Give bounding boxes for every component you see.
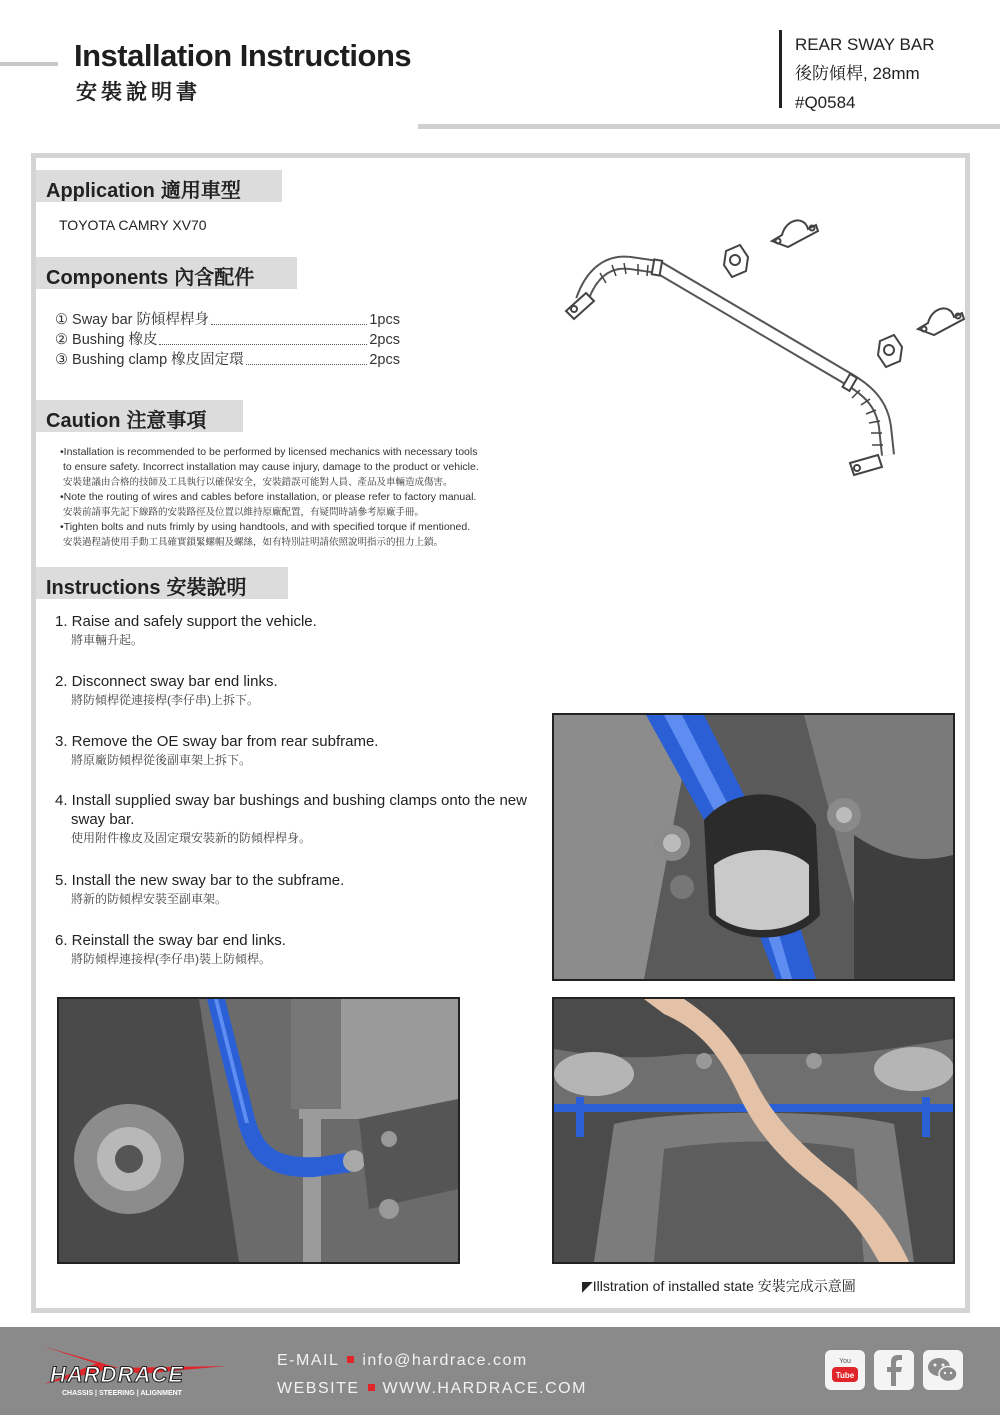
components-heading-cn: 內含配件: [174, 265, 255, 289]
email-label: E-MAIL: [277, 1352, 340, 1369]
bullet-square: [347, 1356, 354, 1363]
component-name: ① Sway bar 防傾桿桿身: [55, 312, 209, 328]
component-item: [55, 350, 400, 370]
instructions-heading-en: Instructions: [46, 577, 161, 599]
installed-state-image: [554, 999, 953, 1262]
product-name: REAR SWAY BAR: [795, 35, 935, 54]
step-text-cn: 將防傾桿從連接桿(李仔串)上拆下。: [71, 693, 259, 707]
part-number: #Q0584: [795, 93, 856, 112]
application-heading-en: Application: [46, 180, 155, 202]
photo-installed-state: [552, 997, 955, 1264]
component-name: ② Bushing 橡皮: [55, 332, 158, 348]
component-qty: 1pcs: [369, 312, 400, 328]
leader-dots: [246, 350, 368, 365]
brand-logo: [40, 1340, 230, 1402]
website-row: [277, 1375, 587, 1403]
end-link-image: [59, 999, 458, 1262]
step-item: [55, 931, 286, 968]
step-item: [55, 612, 317, 649]
component-item: [55, 330, 400, 350]
component-item: [55, 310, 400, 330]
product-name-cn: 後防傾桿, 28mm: [795, 64, 920, 83]
step-text-cn: 將車輛升起。: [71, 633, 144, 647]
step-text: 2. Disconnect sway bar end links.: [55, 673, 278, 690]
component-name: ③ Bushing clamp 橡皮固定環: [55, 352, 244, 368]
step-text: 1. Raise and safely support the vehicle.: [55, 613, 317, 630]
youtube-label: Tube: [835, 1371, 855, 1380]
components-heading-en: Components: [46, 267, 169, 289]
step-text-cn: 使用附件橡皮及固定環安裝新的防傾桿桿身。: [71, 831, 312, 845]
bullet-square: [368, 1384, 375, 1391]
website-label: WEBSITE: [277, 1380, 360, 1397]
photo-end-link: [57, 997, 460, 1264]
email-row: [277, 1347, 587, 1375]
step-text: 3. Remove the OE sway bar from rear subframe.: [55, 733, 379, 750]
step-item: [55, 791, 545, 847]
youtube-icon[interactable]: [825, 1350, 865, 1390]
email-link[interactable]: info@hardrace.com: [362, 1352, 528, 1369]
instructions-heading: [36, 567, 288, 599]
component-qty: 2pcs: [369, 352, 400, 368]
caution-line: 安裝前請事先記下線路的安裝路徑及位置以維持原廠配置，有疑問時請參考原廠手冊。: [63, 507, 425, 518]
footer-contact: [277, 1347, 587, 1403]
caution-heading-cn: 注意事項: [126, 408, 207, 432]
step-text: 4. Install supplied sway bar bushings and bushing clamps onto the new sway bar.: [55, 792, 527, 828]
caution-line: •Note the routing of wires and cables before installation, or please refer to factory manual.: [60, 491, 477, 503]
page-title-cn: 安裝說明書: [76, 79, 201, 104]
caution-line: •Installation is recommended to be performed by licensed mechanics with necessary tools: [60, 446, 478, 458]
website-link[interactable]: WWW.HARDRACE.COM: [382, 1380, 587, 1397]
youtube-label: You: [839, 1358, 851, 1365]
components-heading: [36, 257, 297, 289]
brand-name: HARDRACE: [50, 1362, 184, 1387]
component-qty: 2pcs: [369, 332, 400, 348]
header-divider: [779, 30, 782, 108]
bushing-closeup-image: [554, 715, 953, 979]
installed-state-caption: ◤Illstration of installed state 安裝完成示意圖: [582, 1278, 856, 1294]
application-heading-cn: 適用車型: [160, 178, 241, 202]
photo-bushing-closeup: [552, 713, 955, 981]
step-item: [55, 871, 344, 908]
step-text-cn: 將防傾桿連接桿(李仔串)裝上防傾桿。: [71, 952, 271, 966]
application-heading: [36, 170, 282, 202]
hardrace-logo-icon: [40, 1340, 230, 1402]
page-title: Installation Instructions: [74, 38, 412, 73]
brand-tagline: CHASSIS | STEERING | ALIGNMENT: [62, 1390, 182, 1397]
youtube-glyph: [825, 1350, 865, 1390]
caution-heading: [36, 400, 243, 432]
header-rule-right: [418, 124, 1000, 129]
sway-bar-parts-illustration: [560, 205, 965, 490]
caution-line: 安裝過程請使用手動工具確實鎖緊螺帽及螺絲，如有特別註明請依照說明指示的扭力上鎖。: [63, 537, 444, 548]
caution-line: to ensure safety. Incorrect installation may cause injury, damage to the product or vehicle.: [63, 461, 479, 473]
instructions-heading-cn: 安裝說明: [166, 575, 247, 599]
step-item: [55, 672, 278, 709]
caution-text: [60, 445, 560, 550]
step-text-cn: 將原廠防傾桿從後副車架上拆下。: [71, 753, 252, 767]
product-info: [795, 30, 935, 117]
step-text: 5. Install the new sway bar to the subframe.: [55, 872, 345, 889]
components-list: [55, 310, 400, 370]
facebook-glyph: [874, 1350, 914, 1390]
caution-line: 安裝建議由合格的技師及工具執行以確保安全，安裝錯誤可能對人員、產品及車輛造成傷害。: [63, 477, 453, 488]
step-text-cn: 將新的防傾桿安裝至副車架。: [71, 892, 228, 906]
leader-dots: [211, 310, 367, 325]
header-rule-left: [0, 62, 58, 66]
caution-heading-en: Caution: [46, 410, 121, 432]
step-item: [55, 732, 378, 769]
step-text: 6. Reinstall the sway bar end links.: [55, 932, 286, 949]
caution-line: •Tighten bolts and nuts frimly by using handtools, and with specified torque if mentioned.: [60, 521, 471, 533]
leader-dots: [159, 330, 367, 345]
application-vehicle: TOYOTA CAMRY XV70: [59, 217, 207, 233]
wechat-icon[interactable]: [923, 1350, 963, 1390]
facebook-icon[interactable]: [874, 1350, 914, 1390]
wechat-glyph: [923, 1350, 963, 1390]
